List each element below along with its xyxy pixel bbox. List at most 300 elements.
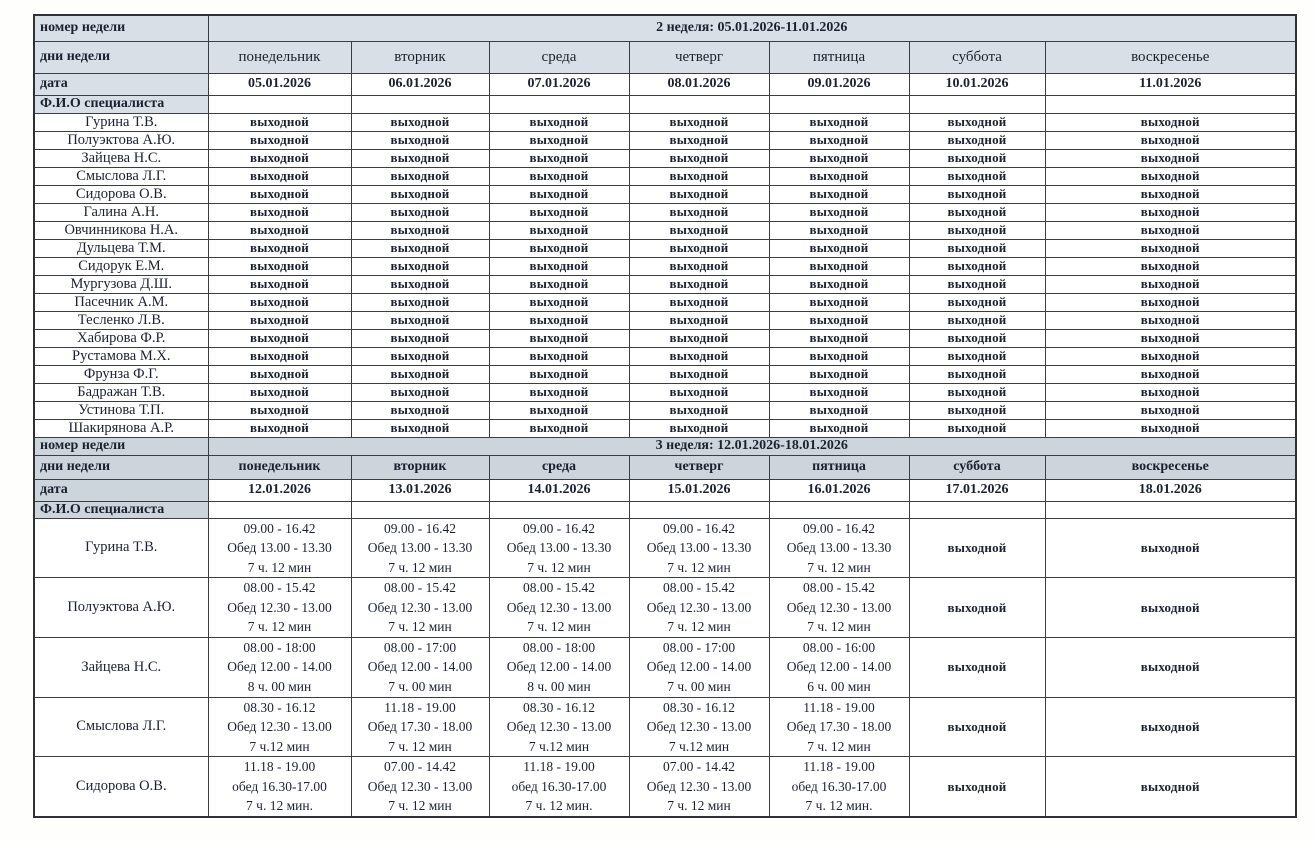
day-off-cell: выходной (208, 149, 351, 167)
day-off-cell: выходной (208, 383, 351, 401)
day-off-cell: выходной (909, 347, 1045, 365)
shift-line: 08.00 - 17:00 (383, 639, 457, 655)
shift-line: Обед 12.30 - 13.00 (506, 599, 612, 615)
shift-line: 7 ч. 12 мин (527, 559, 591, 575)
shift-line: 11.18 - 19.00 (803, 699, 875, 715)
day-off-cell: выходной (1045, 578, 1296, 638)
shift-cell (769, 757, 909, 817)
day-off-cell: выходной (629, 365, 769, 383)
day-off-cell: выходной (629, 347, 769, 365)
day-off-cell: выходной (489, 293, 629, 311)
shift-cell (629, 578, 769, 638)
shift-line: Обед 12.30 - 13.00 (786, 599, 892, 615)
day-off-cell: выходной (629, 167, 769, 185)
day-off-cell: выходной (909, 383, 1045, 401)
date-cell: 13.01.2026 (351, 479, 489, 501)
day-off-cell: выходной (769, 167, 909, 185)
shift-line: Обед 17.30 - 18.00 (367, 719, 473, 735)
day-off-cell: выходной (769, 329, 909, 347)
shift-cell (351, 697, 489, 757)
shift-line: обед 16.30-17.00 (791, 778, 887, 794)
date-cell: 07.01.2026 (489, 73, 629, 95)
shift-line: Обед 12.00 - 14.00 (227, 659, 332, 675)
shift-line: 7 ч. 12 мин (667, 798, 731, 814)
shift-line: 7 ч.12 мин (528, 738, 590, 754)
shift-line: 8 ч. 00 мин (247, 679, 312, 694)
shift-line: 7 ч. 12 мин. (525, 798, 593, 814)
specialist-row (34, 167, 1296, 185)
specialist-name: Хабирова Ф.Р. (34, 329, 208, 347)
shift-line: 7 ч. 12 мин (388, 559, 452, 575)
shift-cell (629, 518, 769, 578)
specialist-name: Гурина Т.В. (34, 113, 208, 131)
day-off-cell: выходной (489, 383, 629, 401)
shift-cell (769, 518, 909, 578)
specialist-header-row (34, 95, 1296, 113)
shift-line: Обед 13.00 - 13.30 (646, 540, 752, 556)
day-off-cell: выходной (629, 401, 769, 419)
day-off-cell: выходной (351, 311, 489, 329)
day-off-cell: выходной (629, 113, 769, 131)
day-off-cell: выходной (351, 347, 489, 365)
shift-cell (208, 637, 351, 697)
specialist-row (34, 113, 1296, 131)
empty-cell (769, 501, 909, 518)
shift-line: Обед 13.00 - 13.30 (227, 540, 332, 556)
specialist-row (34, 347, 1296, 365)
shift-line: 7 ч. 12 мин. (805, 798, 873, 814)
specialist-name: Смыслова Л.Г. (34, 167, 208, 185)
shift-line: 7 ч. 12 мин (247, 559, 312, 575)
date-cell: 09.01.2026 (769, 73, 909, 95)
day-off-cell: выходной (629, 293, 769, 311)
shift-line: 7 ч. 12 мин (247, 619, 312, 635)
day-off-cell: выходной (769, 275, 909, 293)
day-off-cell: выходной (629, 419, 769, 437)
day-off-cell: выходной (489, 167, 629, 185)
specialist-row (34, 239, 1296, 257)
schedule-table (33, 14, 1297, 818)
day-off-cell: выходной (909, 257, 1045, 275)
day-off-cell: выходной (1045, 131, 1296, 149)
day-off-cell: выходной (909, 757, 1045, 817)
shift-line: 7 ч. 12 мин (807, 738, 871, 754)
shift-line: Обед 12.30 - 13.00 (506, 719, 612, 735)
day-off-cell: выходной (629, 131, 769, 149)
shift-line: 08.00 - 15.42 (523, 580, 595, 596)
specialist-name: Шакирянова А.Р. (34, 419, 208, 437)
empty-cell (769, 95, 909, 113)
specialist-row (34, 578, 1296, 638)
day-off-cell: выходной (1045, 365, 1296, 383)
day-off-cell: выходной (351, 329, 489, 347)
specialist-row (34, 365, 1296, 383)
day-off-cell: выходной (1045, 293, 1296, 311)
day-off-cell: выходной (489, 347, 629, 365)
day-header: пятница (769, 455, 909, 479)
day-off-cell: выходной (1045, 113, 1296, 131)
shift-cell (489, 637, 629, 697)
day-header: четверг (629, 41, 769, 73)
specialist-name: Устинова Т.П. (34, 401, 208, 419)
shift-line: 8 ч. 00 мин (527, 679, 591, 694)
shift-line: 7 ч. 12 мин. (246, 798, 313, 814)
shift-line: 09.00 - 16.42 (663, 520, 735, 536)
shift-line: 08.00 - 18:00 (522, 639, 596, 655)
shift-line: Обед 12.00 - 14.00 (786, 659, 892, 675)
shift-line: 08.30 - 16.12 (243, 699, 316, 715)
shift-cell (629, 697, 769, 757)
specialist-row (34, 221, 1296, 239)
empty-cell (489, 501, 629, 518)
specialist-name: Полуэктова А.Ю. (34, 578, 208, 638)
shift-line: Обед 12.30 - 13.00 (227, 599, 332, 615)
shift-cell (489, 578, 629, 638)
day-header: воскресенье (1045, 41, 1296, 73)
day-off-cell: выходной (489, 221, 629, 239)
day-off-cell: выходной (629, 257, 769, 275)
day-off-cell: выходной (909, 167, 1045, 185)
specialist-name: Рустамова М.Х. (34, 347, 208, 365)
day-off-cell: выходной (909, 365, 1045, 383)
shift-line: 08.30 - 16.12 (523, 699, 595, 715)
empty-cell (909, 501, 1045, 518)
shift-line: 08.00 - 15.42 (803, 580, 875, 596)
day-off-cell: выходной (769, 149, 909, 167)
day-off-cell: выходной (208, 293, 351, 311)
day-header: вторник (351, 455, 489, 479)
day-off-cell: выходной (769, 311, 909, 329)
specialist-name: Пасечник А.М. (34, 293, 208, 311)
specialist-name: Мургузова Д.Ш. (34, 275, 208, 293)
day-off-cell: выходной (351, 203, 489, 221)
specialist-name: Зайцева Н.С. (34, 149, 208, 167)
day-header: суббота (909, 41, 1045, 73)
day-off-cell: выходной (1045, 275, 1296, 293)
day-off-cell: выходной (1045, 257, 1296, 275)
shift-cell (351, 578, 489, 638)
date-label: дата (34, 73, 208, 95)
shift-line: 11.18 - 19.00 (803, 759, 875, 775)
day-off-cell: выходной (489, 185, 629, 203)
shift-line: 7 ч. 00 мин (388, 679, 452, 694)
specialist-row (34, 383, 1296, 401)
day-off-cell: выходной (629, 221, 769, 239)
specialist-row (34, 185, 1296, 203)
date-label: дата (34, 479, 208, 501)
specialist-name: Фрунза Ф.Г. (34, 365, 208, 383)
date-row (34, 73, 1296, 95)
day-off-cell: выходной (909, 275, 1045, 293)
empty-cell (629, 95, 769, 113)
day-off-cell: выходной (909, 185, 1045, 203)
day-off-cell: выходной (769, 347, 909, 365)
day-off-cell: выходной (769, 419, 909, 437)
shift-line: 7 ч. 12 мин (388, 738, 452, 754)
week-days-label: дни недели (34, 455, 208, 479)
empty-cell (629, 501, 769, 518)
day-off-cell: выходной (909, 329, 1045, 347)
empty-cell (351, 95, 489, 113)
day-off-cell: выходной (769, 203, 909, 221)
day-header: среда (489, 41, 629, 73)
day-off-cell: выходной (629, 149, 769, 167)
day-off-cell: выходной (208, 257, 351, 275)
week-days-label: дни недели (34, 41, 208, 73)
empty-cell (489, 95, 629, 113)
date-cell: 15.01.2026 (629, 479, 769, 501)
day-off-cell: выходной (1045, 203, 1296, 221)
shift-line: 11.18 - 19.00 (243, 759, 316, 775)
day-off-cell: выходной (489, 419, 629, 437)
shift-line: Обед 17.30 - 18.00 (786, 719, 892, 735)
day-off-cell: выходной (489, 131, 629, 149)
day-off-cell: выходной (208, 419, 351, 437)
day-off-cell: выходной (208, 113, 351, 131)
day-off-cell: выходной (208, 401, 351, 419)
day-off-cell: выходной (489, 149, 629, 167)
shift-cell (489, 757, 629, 817)
shift-line: Обед 12.00 - 14.00 (646, 659, 752, 675)
day-off-cell: выходной (909, 697, 1045, 757)
week-number-label: номер недели (34, 15, 208, 41)
shift-line: 7 ч.12 мин (668, 738, 730, 754)
specialist-row (34, 757, 1296, 817)
day-off-cell: выходной (909, 419, 1045, 437)
shift-line: 7 ч. 12 мин (388, 619, 452, 635)
week-days-row (34, 455, 1296, 479)
date-cell: 08.01.2026 (629, 73, 769, 95)
week-days-row (34, 41, 1296, 73)
day-off-cell: выходной (489, 401, 629, 419)
day-off-cell: выходной (909, 131, 1045, 149)
schedule-table-body (34, 15, 1296, 817)
day-off-cell: выходной (351, 131, 489, 149)
day-off-cell: выходной (1045, 167, 1296, 185)
day-off-cell: выходной (629, 275, 769, 293)
specialist-name: Галина А.Н. (34, 203, 208, 221)
day-off-cell: выходной (769, 257, 909, 275)
empty-cell (909, 95, 1045, 113)
empty-cell (1045, 501, 1296, 518)
specialist-row (34, 697, 1296, 757)
shift-line: 7 ч. 00 мин (667, 679, 731, 694)
shift-line: обед 16.30-17.00 (511, 778, 607, 794)
date-cell: 14.01.2026 (489, 479, 629, 501)
day-off-cell: выходной (769, 131, 909, 149)
shift-cell (351, 518, 489, 578)
shift-cell (208, 757, 351, 817)
day-off-cell: выходной (1045, 518, 1296, 578)
day-off-cell: выходной (489, 113, 629, 131)
day-off-cell: выходной (1045, 637, 1296, 697)
day-off-cell: выходной (909, 311, 1045, 329)
week-title: 2 неделя: 05.01.2026-11.01.2026 (208, 15, 1296, 41)
day-off-cell: выходной (1045, 185, 1296, 203)
shift-line: 7 ч. 12 мин (667, 619, 731, 635)
day-off-cell: выходной (208, 275, 351, 293)
day-header: среда (489, 455, 629, 479)
day-off-cell: выходной (909, 113, 1045, 131)
shift-line: 08.00 - 16:00 (802, 639, 876, 655)
day-off-cell: выходной (1045, 757, 1296, 817)
day-off-cell: выходной (909, 221, 1045, 239)
day-off-cell: выходной (909, 203, 1045, 221)
day-header: понедельник (208, 41, 351, 73)
day-off-cell: выходной (629, 311, 769, 329)
day-off-cell: выходной (351, 149, 489, 167)
shift-cell (208, 518, 351, 578)
day-off-cell: выходной (351, 401, 489, 419)
specialist-name: Зайцева Н.С. (34, 637, 208, 697)
shift-line: 07.00 - 14.42 (384, 759, 456, 775)
day-off-cell: выходной (909, 637, 1045, 697)
day-off-cell: выходной (1045, 347, 1296, 365)
day-off-cell: выходной (208, 167, 351, 185)
shift-line: 09.00 - 16.42 (384, 520, 456, 536)
shift-cell (351, 637, 489, 697)
empty-cell (208, 501, 351, 518)
day-off-cell: выходной (1045, 383, 1296, 401)
shift-line: 7 ч. 12 мин (527, 619, 591, 635)
shift-line: 7 ч. 12 мин (388, 798, 452, 814)
specialist-row (34, 131, 1296, 149)
date-row (34, 479, 1296, 501)
shift-line: 08.00 - 15.42 (663, 580, 735, 596)
week-number-row (34, 437, 1296, 455)
day-off-cell: выходной (489, 365, 629, 383)
shift-line: 7 ч. 12 мин (807, 619, 871, 635)
specialist-label: Ф.И.О специалиста (34, 501, 208, 518)
specialist-label: Ф.И.О специалиста (34, 95, 208, 113)
day-off-cell: выходной (351, 293, 489, 311)
day-off-cell: выходной (909, 401, 1045, 419)
shift-line: 7 ч. 12 мин (667, 559, 731, 575)
day-off-cell: выходной (1045, 221, 1296, 239)
shift-cell (629, 637, 769, 697)
day-off-cell: выходной (1045, 239, 1296, 257)
shift-cell (769, 578, 909, 638)
day-off-cell: выходной (1045, 419, 1296, 437)
specialist-row (34, 203, 1296, 221)
shift-cell (351, 757, 489, 817)
day-header: воскресенье (1045, 455, 1296, 479)
day-off-cell: выходной (629, 329, 769, 347)
day-off-cell: выходной (489, 329, 629, 347)
date-cell: 11.01.2026 (1045, 73, 1296, 95)
specialist-row (34, 637, 1296, 697)
day-off-cell: выходной (489, 275, 629, 293)
specialist-row (34, 311, 1296, 329)
shift-cell (489, 518, 629, 578)
date-cell: 18.01.2026 (1045, 479, 1296, 501)
specialist-header-row (34, 501, 1296, 518)
day-off-cell: выходной (909, 293, 1045, 311)
day-off-cell: выходной (629, 203, 769, 221)
day-off-cell: выходной (769, 239, 909, 257)
shift-cell (208, 697, 351, 757)
day-header: суббота (909, 455, 1045, 479)
day-header: понедельник (208, 455, 351, 479)
empty-cell (351, 501, 489, 518)
specialist-row (34, 257, 1296, 275)
shift-cell (769, 697, 909, 757)
date-cell: 12.01.2026 (208, 479, 351, 501)
shift-line: 11.18 - 19.00 (384, 699, 456, 715)
date-cell: 17.01.2026 (909, 479, 1045, 501)
shift-line: 08.00 - 18:00 (243, 639, 316, 655)
day-off-cell: выходной (351, 239, 489, 257)
day-off-cell: выходной (629, 239, 769, 257)
day-off-cell: выходной (208, 329, 351, 347)
specialist-row (34, 149, 1296, 167)
shift-line: 09.00 - 16.42 (243, 520, 316, 536)
specialist-row (34, 329, 1296, 347)
shift-line: обед 16.30-17.00 (232, 778, 327, 794)
specialist-name: Бадражан Т.В. (34, 383, 208, 401)
shift-line: Обед 12.30 - 13.00 (367, 778, 473, 794)
specialist-name: Сидорова О.В. (34, 185, 208, 203)
shift-line: 08.00 - 15.42 (243, 580, 316, 596)
day-off-cell: выходной (1045, 149, 1296, 167)
shift-line: 7 ч.12 мин (249, 738, 310, 754)
day-off-cell: выходной (769, 113, 909, 131)
specialist-name: Сидорук Е.М. (34, 257, 208, 275)
shift-line: 09.00 - 16.42 (523, 520, 595, 536)
day-off-cell: выходной (1045, 401, 1296, 419)
shift-line: Обед 12.30 - 13.00 (367, 599, 473, 615)
day-off-cell: выходной (208, 221, 351, 239)
day-off-cell: выходной (351, 257, 489, 275)
shift-line: 6 ч. 00 мин (807, 679, 871, 694)
shift-line: 09.00 - 16.42 (803, 520, 875, 536)
day-off-cell: выходной (909, 518, 1045, 578)
day-header: вторник (351, 41, 489, 73)
shift-cell (769, 637, 909, 697)
shift-line: 08.30 - 16.12 (663, 699, 735, 715)
day-off-cell: выходной (351, 419, 489, 437)
day-off-cell: выходной (769, 185, 909, 203)
day-off-cell: выходной (351, 275, 489, 293)
date-cell: 05.01.2026 (208, 73, 351, 95)
day-off-cell: выходной (208, 239, 351, 257)
date-cell: 10.01.2026 (909, 73, 1045, 95)
specialist-name: Дульцева Т.М. (34, 239, 208, 257)
specialist-name: Тесленко Л.В. (34, 311, 208, 329)
day-off-cell: выходной (489, 239, 629, 257)
specialist-name: Овчинникова Н.А. (34, 221, 208, 239)
shift-line: Обед 13.00 - 13.30 (506, 540, 612, 556)
specialist-row (34, 401, 1296, 419)
day-off-cell: выходной (208, 311, 351, 329)
empty-cell (1045, 95, 1296, 113)
shift-line: Обед 12.30 - 13.00 (646, 599, 752, 615)
week-number-row (34, 15, 1296, 41)
shift-line: Обед 12.00 - 14.00 (367, 659, 473, 675)
shift-line: 11.18 - 19.00 (523, 759, 595, 775)
shift-line: Обед 12.30 - 13.00 (646, 719, 752, 735)
shift-line: 07.00 - 14.42 (663, 759, 735, 775)
shift-line: Обед 12.30 - 13.00 (227, 719, 332, 735)
shift-line: 7 ч. 12 мин (807, 559, 871, 575)
shift-line: Обед 12.00 - 14.00 (506, 659, 612, 675)
shift-cell (629, 757, 769, 817)
day-off-cell: выходной (208, 131, 351, 149)
day-off-cell: выходной (909, 239, 1045, 257)
specialist-row (34, 293, 1296, 311)
day-off-cell: выходной (208, 347, 351, 365)
specialist-name: Сидорова О.В. (34, 757, 208, 817)
